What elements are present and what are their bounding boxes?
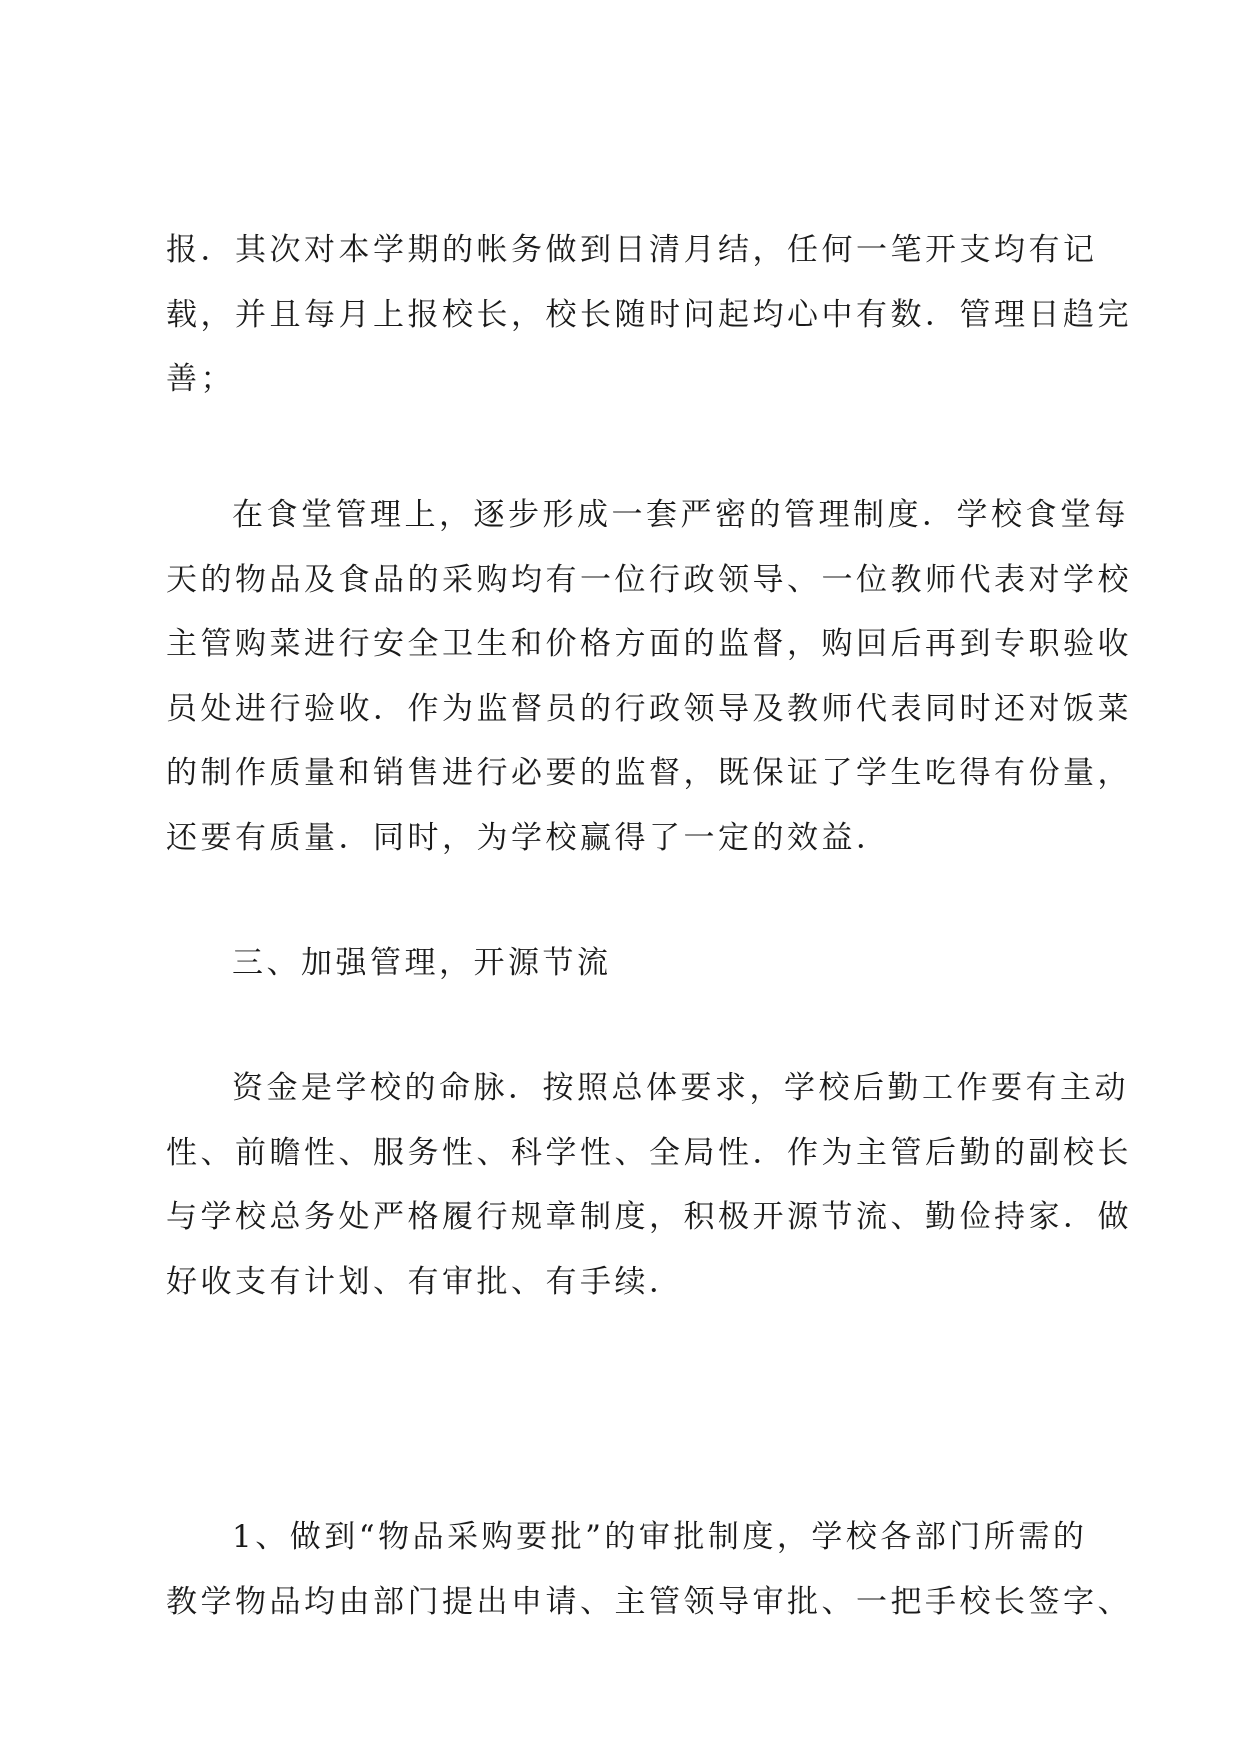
text-line: 资金是学校的命脉．按照总体要求，学校后勤工作要有主动	[232, 1070, 1129, 1106]
text-line: 好收支有计划、有审批、有手续．	[166, 1263, 684, 1300]
section-heading	[166, 931, 1096, 996]
text-line: 员处进行验收．作为监督员的行政领导及教师代表同时还对饭菜	[166, 690, 1132, 727]
text-line: 与学校总务处严格履行规章制度，积极开源节流、勤俭持家．做	[166, 1199, 1132, 1235]
text-line: 还要有质量．同时，为学校赢得了一定的效益．	[166, 819, 891, 856]
text-line: 天的物品及食品的采购均有一位行政领导、一位教师代表对学校	[166, 561, 1132, 598]
text-line: 1、做到“物品采购要批”的审批制度，学校各部门所需的	[232, 1519, 1088, 1555]
paragraph-canteen-management	[166, 483, 1132, 870]
text-line: 性、前瞻性、服务性、科学性、全局性．作为主管后勤的副校长	[166, 1134, 1132, 1171]
paragraph-procurement-approval	[166, 1505, 1132, 1634]
text-line: 善；	[166, 361, 235, 397]
text-line: 报．其次对本学期的帐务做到日清月结，任何一笔开支均有记	[166, 232, 1098, 268]
section-heading-text: 三、加强管理，开源节流	[232, 945, 612, 981]
text-line: 在食堂管理上，逐步形成一套严密的管理制度．学校食堂每	[232, 497, 1129, 533]
paragraph-funding	[166, 1056, 1132, 1314]
paragraph-finance-continued	[166, 218, 1132, 412]
text-line: 的制作质量和销售进行必要的监督，既保证了学生吃得有份量，	[166, 755, 1132, 791]
text-line: 载，并且每月上报校长，校长随时问起均心中有数．管理日趋完	[166, 296, 1132, 333]
text-line: 主管购菜进行安全卫生和价格方面的监督，购回后再到专职验收	[166, 626, 1132, 662]
text-line: 教学物品均由部门提出申请、主管领导审批、一把手校长签字、	[166, 1583, 1132, 1620]
